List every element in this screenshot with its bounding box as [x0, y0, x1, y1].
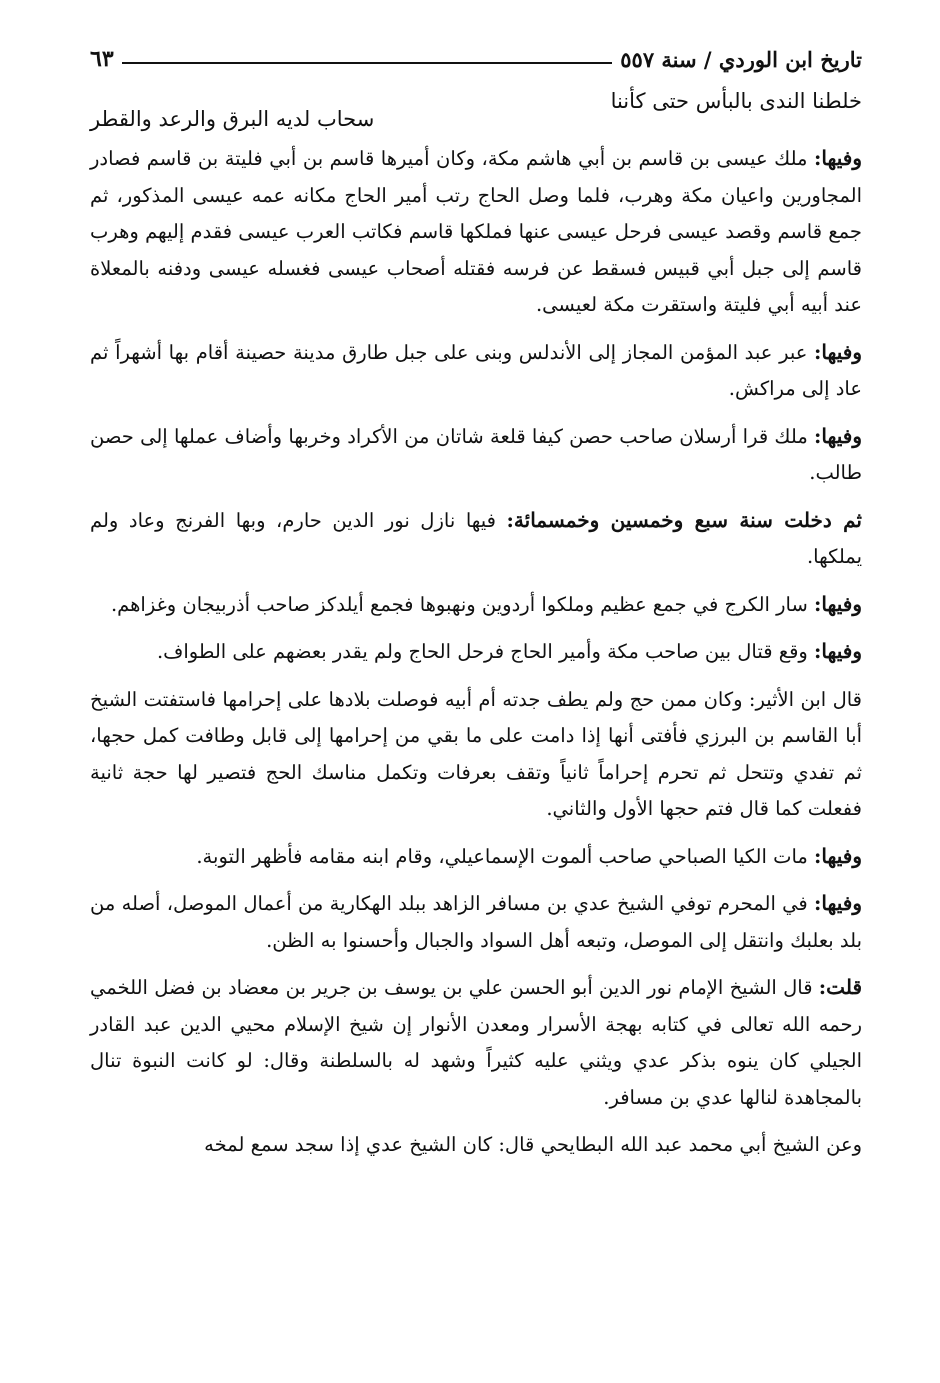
- running-title: تاريخ ابن الوردي / سنة ٥٥٧: [620, 47, 862, 72]
- poetry-verse: [90, 84, 862, 136]
- paragraph-text: وعن الشيخ أبي محمد عبد الله البطايحي قال: كان الشيخ عدي إذا سجد سمع لمخه: [204, 1133, 862, 1156]
- paragraph-text: عبر عبد المؤمن المجاز إلى الأندلس وبنى على جبل طارق مدينة حصينة أقام بها أشهراً ثم عاد إلى مراكش.: [90, 340, 862, 400]
- paragraph: [90, 502, 862, 576]
- paragraph-lead: وفيها:: [814, 339, 862, 364]
- paragraph-text: فيها نازل نور الدين حارم، وبها الفرنج وعاد ولم يملكها.: [90, 508, 862, 568]
- paragraph-lead: ثم دخلت سنة سبع وخمسين وخمسمائة:: [506, 507, 862, 532]
- paragraph: [90, 1126, 862, 1164]
- verse-first-hemistich: خلطنا الندى بالبأس حتى كأننا: [610, 89, 862, 113]
- paragraph-text: ملك قرا أرسلان صاحب حصن كيفا قلعة شاتان من الأكراد وخربها وأضاف عملها إلى حصن طالب.: [90, 424, 862, 484]
- paragraph: [90, 681, 862, 828]
- paragraph-lead: وفيها:: [814, 423, 862, 448]
- paragraph-text: وقع قتال بين صاحب مكة وأمير الحاج فرحل الحاج ولم يقدر بعضهم على الطواف.: [156, 640, 815, 663]
- paragraph-text: قال الشيخ الإمام نور الدين أبو الحسن علي بن يوسف بن جرير بن معضاد بن فضل اللخمي رحمه الله تعالى في كتابه بهجة الأسرار ومعدن الأنوار إن شيخ الإسلام محيي الدين عبد القادر الجيلي كان ينوه بذكر عدي ويثني عليه كثيراً وشهد له بالسلطنة وقال: لو كانت النبوة تنال بالمجاهدة لنالها عدي بن مسافر.: [90, 976, 862, 1109]
- paragraph-lead: وفيها:: [814, 843, 862, 868]
- paragraph-text: ملك عيسى بن قاسم بن أبي هاشم مكة، وكان أميرها قاسم بن أبي فليتة بن قاسم فصادر المجاورين واعيان مكة وهرب، فلما وصل الحاج رتب أمير الحاج مكانه عمه عيسى المذكور، ثم جمع قاسم وقصد عيسى فرحل عيسى عنها فملكها قاسم فكاتب العرب عيسى فقدم إليهم وهرب قاسم إلى جبل أبي قبيس فسقط عن فرسه فقتله أصحاب عيسى فغسله عيسى ودفنه بالمعلاة عند أبيه أبي فليتة واستقرت مكة لعيسى.: [90, 147, 862, 316]
- page-header: [90, 28, 862, 72]
- paragraph-text: قال ابن الأثير: وكان ممن حج ولم يطف جدته أم أبيه فوصلت بلادها على إحرامها فاستفتت الشيخ أبا القاسم بن البرزي فأفتى أنها إذا دامت على ما بقي من إحرامها إلى قابل وطافت كمل حجها، ثم تفدي وتتحل ثم تحرم إحراماً ثانياً وتقف بعرفات وتكمل مناسك الحج فتصير لها حجة ثانية ففعلت كما قال فتم حجها الأول والثاني.: [90, 687, 862, 820]
- book-page: [90, 28, 862, 1174]
- paragraph: [90, 885, 862, 959]
- page-number: ٦٣: [90, 46, 114, 72]
- paragraph-lead: وفيها:: [814, 639, 862, 663]
- header-rule: [122, 62, 613, 64]
- paragraph: [90, 334, 862, 408]
- paragraph: [90, 418, 862, 492]
- paragraph-lead: وفيها:: [814, 146, 862, 170]
- paragraph-text: سار الكرج في جمع عظيم وملكوا أردوين ونهبوها فجمع أيلدكز صاحب أذربيجان وغزاهم.: [110, 592, 815, 616]
- verse-second-hemistich: سحاب لديه البرق والرعد والقطر: [90, 107, 375, 131]
- paragraph-lead: وفيها:: [814, 891, 862, 915]
- paragraph: [90, 969, 862, 1116]
- paragraph: [90, 633, 862, 671]
- paragraph: [90, 140, 862, 324]
- paragraph: [90, 586, 862, 624]
- paragraph-text: في المحرم توفي الشيخ عدي بن مسافر الزاهد ببلد الهكارية من أعمال الموصل، أصله من بلد بعلبك وانتقل إلى الموصل، وتبعه أهل السواد والجبال وأحسنوا به الظن.: [90, 892, 862, 952]
- paragraph-lead: وفيها:: [814, 591, 862, 616]
- paragraph-lead: قلت:: [818, 975, 862, 999]
- paragraph: [90, 838, 862, 876]
- paragraph-text: مات الكيا الصباحي صاحب ألموت الإسماعيلي، وقام ابنه مقامه فأظهر التوبة.: [196, 844, 815, 868]
